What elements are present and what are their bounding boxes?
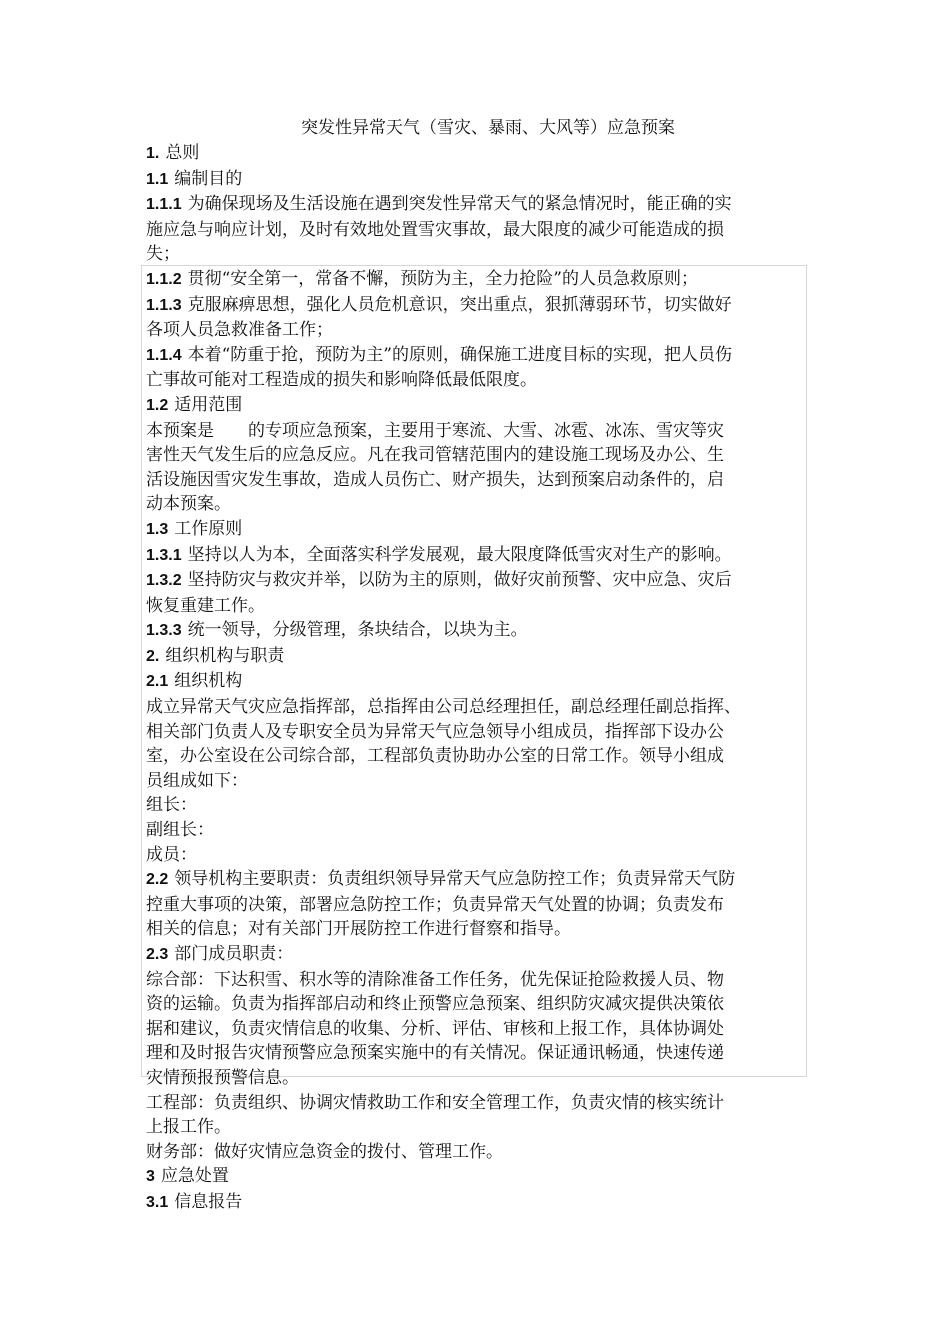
document-line [146,669,810,695]
line-text: 据和建议，负责灾情信息的收集、分析、评估、审核和上报工作，具体协调处 [146,1018,724,1039]
document-line [146,517,810,543]
line-text: 害性天气发生后的应急反应。凡在我司管辖范围内的建设施工现场及办公、生 [146,445,724,466]
section-number: 2.1 [146,673,169,691]
line-text: 室，办公室设在公司综合部，工程部负责协助办公室的日常工作。领导小组成 [146,746,724,767]
document-line [146,1091,810,1116]
document-line [146,568,810,594]
document-line [146,368,810,393]
document-line [146,343,810,369]
section-number: 2.3 [146,946,169,963]
document-line [146,242,810,267]
document-line [146,968,810,993]
document-line [146,893,810,918]
section-number: 1. [146,145,160,162]
section-number: 1.3.1 [146,546,182,564]
document-line [146,192,810,218]
section-number: 3.1 [146,1193,169,1211]
document-line [146,468,810,493]
line-text: 各项人员急救准备工作； [146,320,333,341]
section-number: 3 [146,1168,155,1186]
line-text: 上报工作。 [146,1117,231,1138]
line-text: 坚持以人为本，全面落实科学发展观，最大限度降低雪灾对生产的影响。 [187,544,732,565]
line-text: 失； [146,244,180,265]
line-text: 资的运输。负责为指挥部启动和终止预警应急预案、组织防灾减灾提供决策依 [146,994,724,1015]
line-text: 施应急与响应计划，及时有效地处置雪灾事故，最大限度的减少可能造成的损 [146,219,724,240]
line-text: 信息报告 [174,1191,243,1212]
document-line [146,695,810,720]
document-line [146,644,810,670]
line-text: 本预案是 [146,420,214,441]
line-text: 员组成如下： [146,770,248,791]
section-number: 1.1.1 [146,196,182,214]
line-text: 坚持防灾与救灾并举，以防为主的原则，做好灾前预警、灾中应急、灾后 [187,570,732,591]
document-line [146,769,810,794]
line-text: 本着“防重于抢，预防为主”的原则，确保施工进度目标的实现，把人员伤 [187,344,732,365]
document-line [146,167,810,193]
document-line [146,218,810,243]
document-line [146,393,810,419]
section-number: 1.1.2 [146,270,182,288]
line-text: 成立异常天气灾应急指挥部，总指挥由公司总经理担任，副总经理任副总指挥、 [146,697,741,718]
document-line [146,318,810,343]
line-text: 部门成员职责： [174,944,294,964]
document-line [146,1140,810,1165]
section-number: 2. [146,647,160,665]
document-line [146,419,810,444]
line-text: 总则 [165,143,200,163]
document-line [146,492,810,517]
document-line [146,543,810,569]
line-text: 副组长： [146,820,214,841]
line-text: 编制目的 [174,168,243,189]
section-number: 1.3.2 [146,572,182,590]
document-line [146,1190,810,1216]
document-title: 突发性异常天气（雪灾、暴雨、大风等）应急预案 [301,118,675,138]
document-line [146,1066,810,1091]
line-text: 恢复重建工作。 [146,595,265,616]
line-text: 贯彻“安全第一，常备不懈，预防为主，全力抢险”的人员急救原则； [187,268,698,289]
document-line [146,793,810,818]
document-line [146,720,810,745]
section-number: 1.1.4 [146,346,182,364]
line-text: 控重大事项的决策，部署应急防控工作；负责异常天气处置的协调；负责发布 [146,894,724,915]
line-text: 综合部：下达积雪、积水等的清除准备工作任务，优先保证抢险救援人员、物 [146,969,724,990]
line-text-continued: 的专项应急预案，主要用于寒流、大雪、冰雹、冰冻、雪灾等灾 [248,420,724,441]
section-number: 1.1.3 [146,296,182,314]
line-text: 成员： [146,844,197,865]
document-line [146,1017,810,1042]
section-number: 2.2 [146,871,169,889]
line-text: 工作原则 [174,518,243,539]
line-text: 理和及时报告灾情预警应急预案实施中的有关情况。保证通讯畅通，快速传递 [146,1043,724,1064]
document-body [146,116,810,1216]
document-line [146,1115,810,1140]
line-text: 应急处置 [160,1166,229,1187]
line-text: 相关的信息；对有关部门开展防控工作进行督察和指导。 [146,919,571,940]
section-number: 1.3.3 [146,622,182,640]
document-line [146,744,810,769]
line-text: 为确保现场及生活设施在遇到突发性异常天气的紧急情况时，能正确的实 [187,194,732,215]
document-line [146,867,810,893]
line-text: 灾情预报预警信息。 [146,1067,299,1088]
document-line [146,843,810,868]
document-line [146,818,810,843]
document-line [146,267,810,293]
line-text: 组织机构与职责 [165,645,285,666]
line-text: 亡事故可能对工程造成的损失和影响降低最低限度。 [146,370,537,391]
line-text: 财务部：做好灾情应急资金的拨付、管理工作。 [146,1141,503,1162]
line-text: 统一领导，分级管理，条块结合，以块为主。 [187,620,528,641]
line-text: 相关部门负责人及专职安全员为异常天气应急领导小组成员，指挥部下设办公 [146,721,724,742]
line-text: 动本预案。 [146,494,231,515]
document-line [146,942,810,968]
section-number: 1.3 [146,520,169,538]
document-line [146,443,810,468]
document-line [146,917,810,942]
line-text: 活设施因雪灾发生事故，造成人员伤亡、财产损失，达到预案启动条件的，启 [146,469,724,490]
document-lines [146,141,810,1216]
section-number: 1.2 [146,396,169,414]
document-line [146,1041,810,1066]
line-text: 组长： [146,795,197,816]
line-text: 适用范围 [174,394,243,415]
document-line [146,141,810,167]
document-line [146,1164,810,1190]
line-text: 工程部：负责组织、协调灾情救助工作和安全管理工作，负责灾情的核实统计 [146,1092,724,1113]
line-text: 克服麻痹思想，强化人员危机意识，突出重点，狠抓薄弱环节，切实做好 [187,294,732,315]
line-text: 领导机构主要职责：负责组织领导异常天气应急防控工作；负责异常天气防 [174,869,736,890]
section-number: 1.1 [146,170,169,188]
line-text: 组织机构 [174,671,243,692]
document-line [146,594,810,619]
document-line [146,992,810,1017]
document-line [146,618,810,644]
document-line [146,293,810,319]
